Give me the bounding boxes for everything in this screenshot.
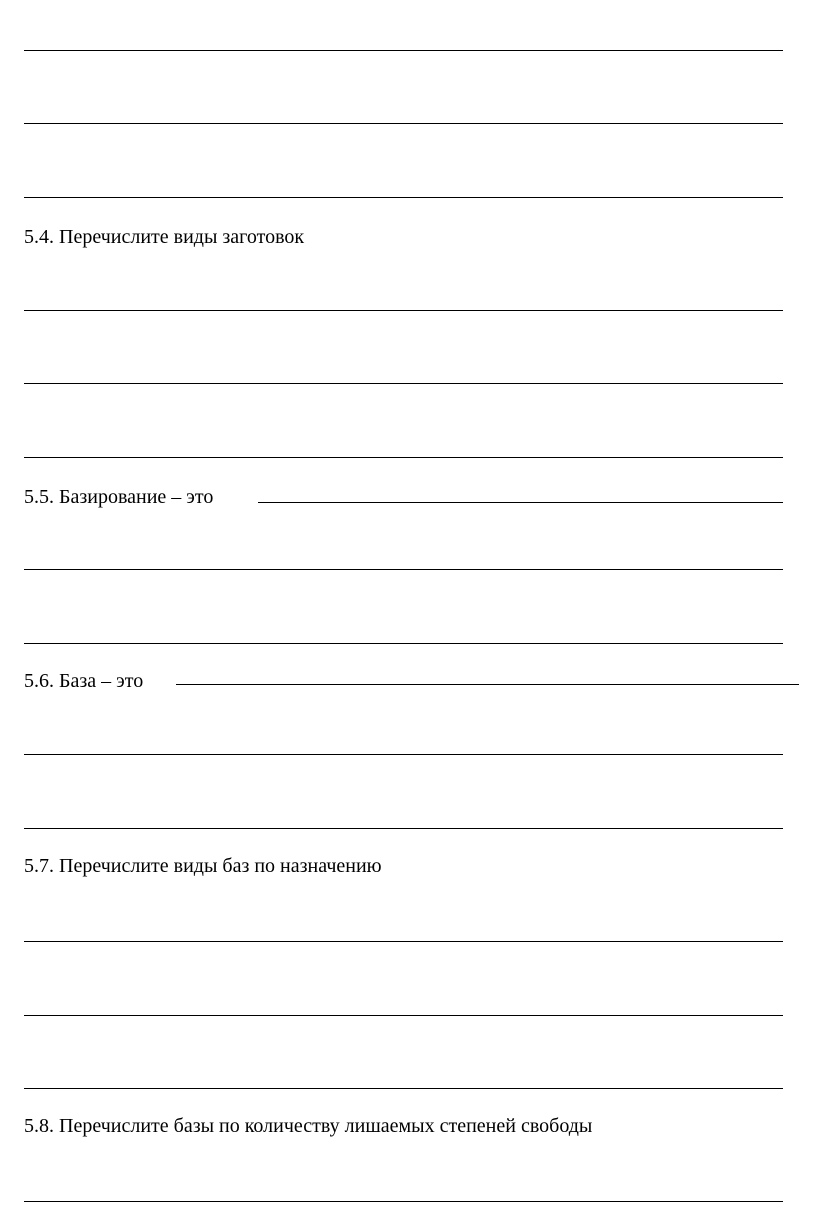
answer-line bbox=[24, 828, 783, 829]
answer-line bbox=[24, 643, 783, 644]
answer-line bbox=[24, 569, 783, 570]
answer-line bbox=[24, 1088, 783, 1089]
inline-answer-line bbox=[176, 684, 799, 685]
answer-line bbox=[24, 123, 783, 124]
question-5-8: 5.8. Перечислите базы по количеству лишаемых степеней свободы bbox=[24, 1115, 593, 1137]
answer-line bbox=[24, 1015, 783, 1016]
question-5-7: 5.7. Перечислите виды баз по назначению bbox=[24, 855, 382, 877]
answer-line bbox=[24, 197, 783, 198]
answer-line bbox=[24, 310, 783, 311]
answer-line bbox=[24, 941, 783, 942]
question-5-4: 5.4. Перечислите виды заготовок bbox=[24, 226, 305, 248]
question-5-6: 5.6. База – это bbox=[24, 670, 144, 692]
answer-line bbox=[24, 457, 783, 458]
answer-line bbox=[24, 754, 783, 755]
inline-answer-line bbox=[258, 502, 783, 503]
question-5-5: 5.5. Базирование – это bbox=[24, 486, 214, 508]
answer-line bbox=[24, 383, 783, 384]
answer-line bbox=[24, 1201, 783, 1202]
answer-line bbox=[24, 50, 783, 51]
